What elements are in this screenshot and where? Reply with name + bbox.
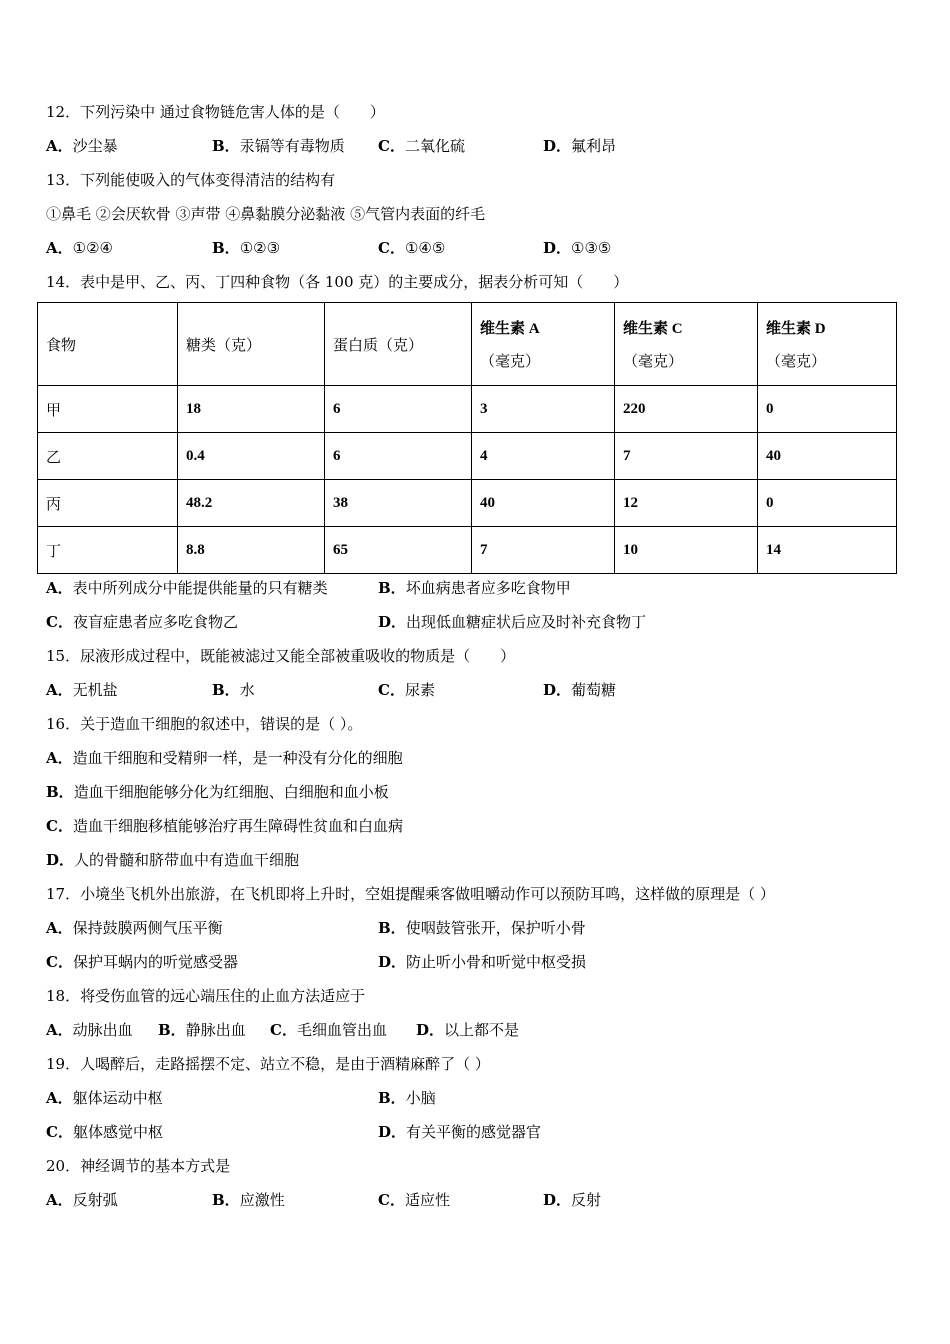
q16-option-d: D．人的骨髓和脐带血中有造血干细胞 [46, 851, 300, 869]
q20-option-c: C．适应性 [378, 1191, 450, 1209]
q13-option-b: B．①②③ [212, 239, 281, 257]
table-cell: 14 [758, 527, 897, 574]
q20-option-a: A．反射弧 [46, 1191, 118, 1209]
q12-option-c: C．二氧化硫 [378, 137, 465, 155]
q19-option-d: D．有关平衡的感觉器官 [378, 1123, 542, 1141]
q20-stem: 20．神经调节的基本方式是 [46, 1157, 231, 1175]
q14-option-c: C．夜盲症患者应多吃食物乙 [46, 613, 238, 631]
q18-option-b: B．静脉出血 [158, 1021, 246, 1039]
q19-option-b: B．小脑 [378, 1089, 436, 1107]
q20-option-b: B．应激性 [212, 1191, 285, 1209]
table-row [38, 480, 897, 527]
table-cell: 乙 [38, 433, 178, 480]
q13-items: ①鼻毛 ②会厌软骨 ③声带 ④鼻黏膜分泌黏液 ⑤气管内表面的纤毛 [46, 205, 486, 223]
q12-option-d: D．氟利昂 [543, 137, 617, 155]
table-cell: 0 [758, 480, 897, 527]
header-cell: 维生素 D （毫克） [758, 303, 897, 386]
q16-option-c: C．造血干细胞移植能够治疗再生障碍性贫血和白血病 [46, 817, 403, 835]
q18-option-d: D．以上都不是 [416, 1021, 520, 1039]
q12-stem: 12．下列污染中 通过食物链危害人体的是（ ） [46, 103, 385, 121]
table-cell: 7 [615, 433, 758, 480]
table-cell: 40 [472, 480, 615, 527]
table-cell: 48.2 [178, 480, 325, 527]
q13-option-c: C．①④⑤ [378, 239, 446, 257]
table-header-row [38, 303, 897, 386]
table-cell: 4 [472, 433, 615, 480]
q17-option-c: C．保护耳蜗内的听觉感受器 [46, 953, 238, 971]
table-cell: 12 [615, 480, 758, 527]
q15-option-b: B．水 [212, 681, 255, 699]
q17-stem: 17．小境坐飞机外出旅游，在飞机即将上升时，空姐提醒乘客做咀嚼动作可以预防耳鸣，这样做的原理是（ ） [46, 885, 775, 903]
table-cell: 7 [472, 527, 615, 574]
q15-option-c: C．尿素 [378, 681, 435, 699]
q19-option-a: A．躯体运动中枢 [46, 1089, 163, 1107]
q12-option-b: B．汞镉等有毒物质 [212, 137, 345, 155]
table-cell: 38 [325, 480, 472, 527]
q15-stem: 15．尿液形成过程中，既能被滤过又能全部被重吸收的物质是（ ） [46, 647, 516, 665]
q17-option-b: B．使咽鼓管张开，保护听小骨 [378, 919, 586, 937]
table-cell: 0.4 [178, 433, 325, 480]
table-cell: 18 [178, 386, 325, 433]
table-cell: 3 [472, 386, 615, 433]
table-cell: 0 [758, 386, 897, 433]
q20-option-d: D．反射 [543, 1191, 602, 1209]
table-cell: 甲 [38, 386, 178, 433]
table-cell: 10 [615, 527, 758, 574]
header-cell: 维生素 C （毫克） [615, 303, 758, 386]
table-cell: 丁 [38, 527, 178, 574]
table-row [38, 386, 897, 433]
q19-option-c: C．躯体感觉中枢 [46, 1123, 163, 1141]
q18-option-a: A．动脉出血 [46, 1021, 133, 1039]
q18-stem: 18．将受伤血管的远心端压住的止血方法适应于 [46, 987, 366, 1005]
q16-option-a: A．造血干细胞和受精卵一样，是一种没有分化的细胞 [46, 749, 403, 767]
header-cell: 维生素 A （毫克） [472, 303, 615, 386]
table-cell: 65 [325, 527, 472, 574]
table-cell: 丙 [38, 480, 178, 527]
table-cell: 6 [325, 433, 472, 480]
q14-option-b: B．坏血病患者应多吃食物甲 [378, 579, 571, 597]
q13-option-a: A．①②④ [46, 239, 113, 257]
q18-option-c: C．毛细血管出血 [270, 1021, 387, 1039]
q13-stem: 13．下列能使吸入的气体变得清洁的结构有 [46, 171, 336, 189]
q17-option-d: D．防止听小骨和听觉中枢受损 [378, 953, 587, 971]
q15-option-a: A．无机盐 [46, 681, 118, 699]
q19-stem: 19．人喝醉后，走路摇摆不定、站立不稳，是由于酒精麻醉了（ ） [46, 1055, 490, 1073]
table-cell: 6 [325, 386, 472, 433]
table-cell: 40 [758, 433, 897, 480]
table-row [38, 433, 897, 480]
q16-option-b: B．造血干细胞能够分化为红细胞、白细胞和血小板 [46, 783, 389, 801]
q15-option-d: D．葡萄糖 [543, 681, 617, 699]
header-cell: 食物 [38, 303, 178, 386]
q17-option-a: A．保持鼓膜两侧气压平衡 [46, 919, 223, 937]
header-cell: 糖类（克） [178, 303, 325, 386]
q16-stem: 16．关于造血干细胞的叙述中，错误的是（ ）。 [46, 715, 363, 733]
q12-option-a: A．沙尘暴 [46, 137, 118, 155]
nutrition-table [37, 302, 897, 574]
q13-option-d: D．①③⑤ [543, 239, 612, 257]
header-cell: 蛋白质（克） [325, 303, 472, 386]
q14-option-a: A．表中所列成分中能提供能量的只有糖类 [46, 579, 328, 597]
table-cell: 220 [615, 386, 758, 433]
table-cell: 8.8 [178, 527, 325, 574]
table-row [38, 527, 897, 574]
q14-stem: 14．表中是甲、乙、丙、丁四种食物（各 100 克）的主要成分，据表分析可知（ ） [46, 273, 629, 291]
q14-option-d: D．出现低血糖症状后应及时补充食物丁 [378, 613, 647, 631]
